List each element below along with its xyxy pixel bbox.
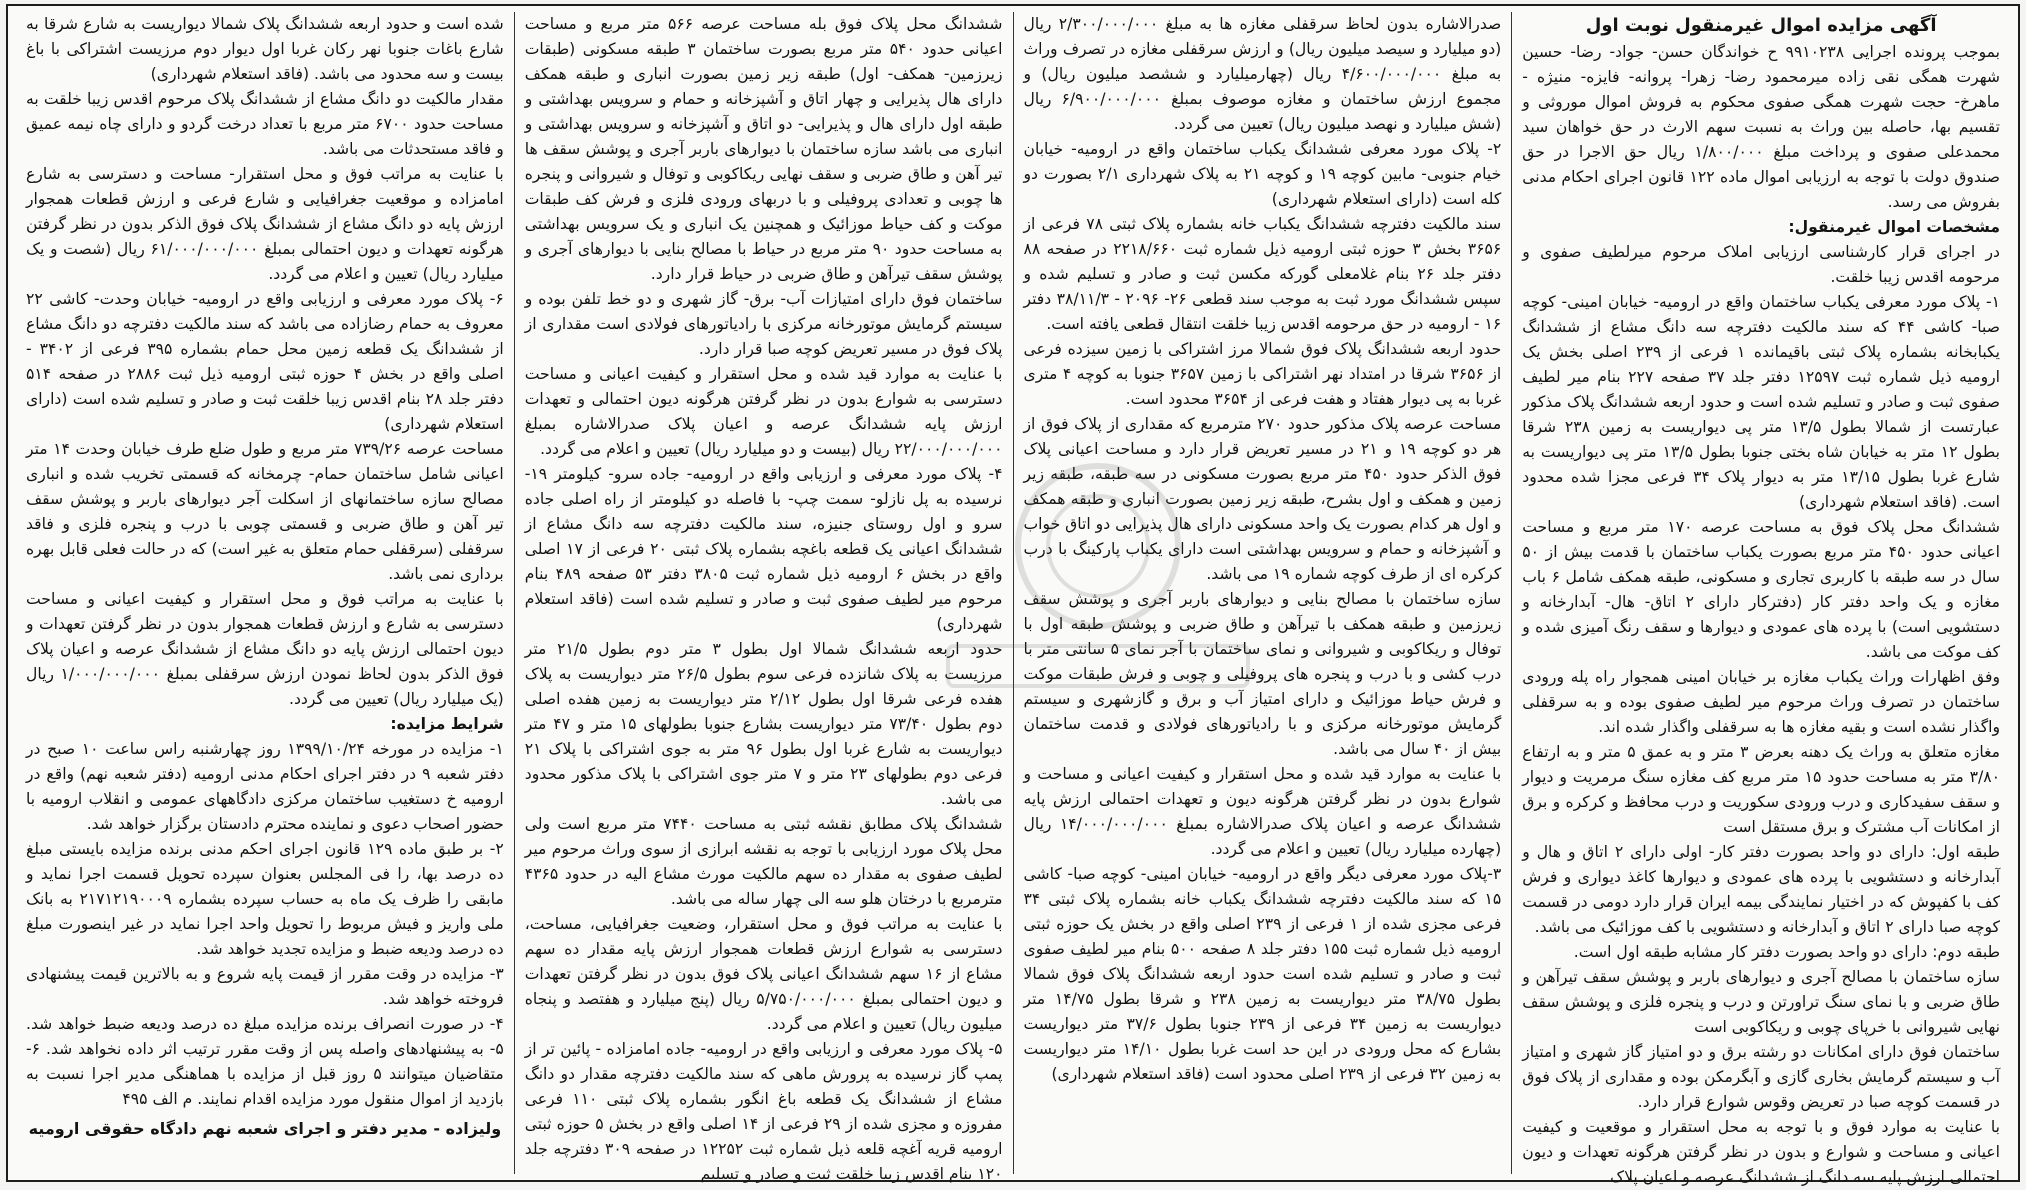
paragraph: با عنایت به موارد قید شده و محل استقرار و کیفیت اعیانی و مساحت و شوارع بدون در نظر گرفتن هرگونه دیون و تعهدات احتمالی ارزش پایه ششدانگ عرصه و اعیان پلاک صدرالاشاره بمبلغ ۱۴/۰۰۰/۰۰۰/۰۰۰ ریال (چهارده میلیارد ریال) تعیین و اعلام می گردد. — [1023, 765, 1502, 858]
section-heading: شرایط مزایده: — [390, 715, 504, 733]
paragraph: ۳- مزایده در وقت مقرر از قیمت پایه شروع و به بالاترین قیمت پیشنهادی فروخته خواهد شد. — [26, 965, 504, 1008]
paragraph: ۴- پلاک مورد معرفی و ارزیابی واقع در ارومیه- جاده سرو- کیلومتر ۱۹- نرسیده به پل نازلو- سمت چپ- با فاصله دو کیلومتر از راه اصلی جاده سرو و اول روستای جنیزه، سند مالکیت دفترچه سه دانگ مشاع از ششدانگ اعیانی یک قطعه باغچه بشماره پلاک ثبتی ۲۰ فرعی از ۱۷ اصلی واقع در بخش ۶ ارومیه ذیل شماره ثبت ۳۸۰۵ دفتر ۵۳ صفحه ۴۸۹ بنام مرحوم میر لطیف صفوی ثبت و صادر و تسلیم شده است (فاقد استعلام شهرداری) — [524, 465, 1003, 633]
paragraph: ساختمان فوق دارای امکانات دو رشته برق و دو امتیاز گاز شهری و امتیاز آب و سیستم گرمایش بخاری گازی و آبگرمکن بوده و مقداری از پلاک فوق در قسمت کوچه صبا در تعریض وقوس شوارع قرار دارد. — [1522, 1043, 2000, 1111]
paragraph: مغازه متعلق به وراث یک دهنه بعرض ۳ متر و به عمق ۵ متر و به ارتفاع ۳/۸۰ متر به مساحت حدود ۱۵ متر مربع کف مغازه سنگ مرمریت و دیوار و سقف سفیدکاری و درب ورودی سکوریت و درب محافظ و کرکره و برق از امکانات آب مشترک و برق مستقل است — [1522, 743, 2000, 836]
paragraph: با عنایت به مراتب فوق و محل استقرار، وضعیت جغرافیایی، مساحت، دسترسی به شوارع ارزش قطعات همجوار ارزش پایه مقدار ده سهم مشاع از ۱۶ سهم ششدانگ اعیانی پلاک فوق بدون در نظر گرفتن تعهدات و دیون احتمالی بمبلغ ۵/۷۵۰/۰۰۰/۰۰۰ ریال (پنج میلیارد و هفتصد و پنجاه میلیون ریال) تعیین و اعلام می گردد. — [524, 915, 1003, 1033]
column-1 — [1511, 12, 2010, 1186]
paragraph: با عنایت به مراتب فوق و محل استقرار- مساحت و دسترسی به شارع امامزاده و موقعیت جغرافیایی و شارع فرعی و ارزش قطعات همجوار ارزش پایه دو دانگ مشاع از ششدانگ پلاک فوق الذکر بدون در نظر گرفتن هرگونه تعهدات و دیون احتمالی بمبلغ ۶۱/۰۰۰/۰۰۰/۰۰۰ ریال (شصت و یک میلیارد ریال) تعیین و اعلام می گردد. — [26, 165, 504, 283]
section-heading: مشخصات اموال غیرمنقول: — [1788, 218, 2000, 236]
paragraph: سازه ساختمان با مصالح بنایی و دیوارهای باربر آجری و پوشش سقف زیرزمین و طبقه همکف با تیرآهن و طاق ضربی و پوشش طبقه اول با توفال و ریکاکوبی و شیروانی و نمای ساختمان با آجر نمای ۵ سانتی متر با درب کشی و با درب و پنجره های پروفیلی و چوبی و فرش طبقات موکت و فرش حیاط موزائیک و دارای امتیاز آب و برق و گازشهری و سیستم گرمایش موتورخانه مرکزی و با رادیاتورهای فولادی و قدمت ساختمان بیش از ۴۰ سال می باشد. — [1023, 590, 1502, 758]
paragraph: طبقه دوم: دارای دو واحد بصورت دفتر کار مشابه طبقه اول است. — [1573, 943, 2000, 961]
paragraph: ۲- پلاک مورد معرفی ششدانگ یکباب ساختمان واقع در ارومیه- خیابان خیام جنوبی- مابین کوچه ۱۹ و کوچه ۲۱ به پلاک شهرداری ۲/۱ بصورت دو کله است (دارای استعلام شهرداری) — [1023, 140, 1502, 208]
paragraph: ۲- بر طبق ماده ۱۲۹ قانون اجرای احکم مدنی برنده مزایده بایستی مبلغ ده درصد بها، را فی المجلس بعنوان سپرده تحویل قسمت اجرا نماید و مابقی را ظرف یک ماه به حساب سپرده بشماره ۲۱۷۱۲۱۹۰۰۰۹ به بانک ملی واریز و فیش مربوط را تحویل واحد اجرا نماید در غیر اینصورت مبلغ ده درصد ودیعه ضبط و مزایده تجدید خواهد شد. — [26, 840, 504, 958]
paragraph: سند مالکیت دفترچه ششدانگ یکباب خانه بشماره پلاک ثبتی ۷۸ فرعی از ۳۶۵۶ بخش ۳ حوزه ثبتی ارومیه ذیل شماره ثبت ۲۲۱۸/۶۶۰ در صفحه ۸۸ دفتر جلد ۲۶ بنام غلامعلی گورکه مکسن ثبت و صادر و تسلیم شده و سپس ششدانگ مورد ثبت به موجب سند قطعی ۲۶- ۲۰۹۶ - ۳۸/۱۱/۳ دفتر ۱۶ - ارومیه در حق مرحومه اقدس زیبا خلقت انتقال قطعی یافته است. — [1023, 215, 1502, 333]
paragraph: ساختمان فوق دارای امتیازات آب- برق- گاز شهری و دو خط تلفن بوده و سیستم گرمایش موتورخانه مرکزی با رادیاتورهای فولادی است مقداری از پلاک فوق در مسیر تعریض کوچه صبا قرار دارد. — [524, 290, 1003, 358]
paragraph: مساحت عرصه ۷۳۹/۲۶ متر مربع و طول ضلع طرف خیابان وحدت ۱۴ متر اعیانی شامل ساختمان حمام- چرمخانه که قسمتی تخریب شده و انباری مصالح سازه ساختمانهای از اسکلت آجر دیوارهای باربر و پوشش سقف تیر آهن و طاق ضربی و قسمتی چوبی با درب و پنجره فلزی و فاقد سرقفلی (سرقفلی حمام متعلق به غیر است) که در حالت فعلی قابل بهره برداری نمی باشد. — [26, 440, 504, 583]
paragraph: وفق اظهارات وراث یکباب مغازه بر خیابان امینی همجوار راه پله ورودی ساختمان در تصرف وراث مرحوم میر لطیف صفوی بوده و به سرقفلی واگذار نشده است و بقیه مغازه ها به سرقفلی واگذار شده اند. — [1522, 668, 2000, 736]
paragraph: ۵- پلاک مورد معرفی و ارزیابی واقع در ارومیه- جاده امامزاده - پائین تر از پمپ گاز نرسیده به پرورش ماهی که سند مالکیت دفترچه مقدار دو دانگ مشاع از ششدانگ یک قطعه باغ انگور بشماره پلاک ثبتی ۱۱۰ فرعی مفروزه و مجزی شده از ۲۹ فرعی از ۱۴ اصلی واقع در بخش ۵ حوزه ثبتی ارومیه قریه آغچه قلعه ذیل شماره ثبت ۱۲۲۵۲ در صفحه ۳۰۹ دفترچه جلد ۱۲۰ بنام اقدس زیبا خلقت ثبت و صادر و تسلیم — [524, 1040, 1003, 1183]
paragraph: مقدار مالکیت دو دانگ مشاع از ششدانگ پلاک مرحوم اقدس زیبا خلقت به مساحت حدود ۶۷۰۰ متر مربع با تعداد درخت گردو و دارای چاه نیمه عمیق و فاقد مستحدثات می باشد. — [26, 90, 504, 158]
column-4 — [16, 12, 514, 1174]
paragraph: در اجرای قرار کارشناسی ارزیابی املاک مرحوم میرلطیف صفوی و مرحومه اقدس زیبا خلقت. — [1522, 243, 2000, 286]
paragraph: شده است و حدود اربعه ششدانگ پلاک شمالا دیواریست به شارع شرقا به شارع باغات جنوبا نهر رکان غربا اول دیوار دوم مرزیست اشتراکی با باغ بیست و سه محدود می باشد. (فاقد استعلام شهرداری) — [26, 15, 504, 83]
paragraph: مساحت عرصه پلاک مذکور حدود ۲۷۰ مترمربع که مقداری از پلاک فوق از هر دو کوچه ۱۹ و ۲۱ در مسیر تعریض قرار دارد و مساحت اعیانی پلاک فوق الذکر حدود ۴۵۰ متر مربع بصورت مسکونی در سه طبقه، طبقه زیر زمین و همکف و اول بشرح، طبقه زیر زمین بصورت انباری و طبقه همکف و اول هر کدام بصورت یک واحد مسکونی دارای هال پذیرایی دو اتاق خواب و آشپزخانه و حمام و سرویس بهداشتی است دارای یکباب پارکینگ با درب کرکره ای از طرف کوچه شماره ۱۹ می باشد. — [1023, 415, 1502, 583]
paragraph: ششدانگ محل پلاک فوق بله مساحت عرصه ۵۶۶ متر مربع و مساحت اعیانی حدود ۵۴۰ متر مربع بصورت ساختمان ۳ طبقه مسکونی (طبقات زیرزمین- همکف- اول) طبقه زیر زمین بصورت انباری و طبقه همکف دارای هال پذیرایی و چهار اتاق و آشپزخانه و حمام و سرویس بهداشتی و طبقه اول دارای هال و پذیرایی- دو اتاق و آشپزخانه و سرویس بهداشتی و انباری می باشد سازه ساختمان با دیوارهای باربر آجری و پوشش سقف ها تیر آهن و طاق ضربی و سقف نهایی ریکاکوبی و توفال و شیروانی و پنجره ها چوبی و تعدادی پروفیلی و با دربهای ورودی فلزی و فرش کف طبقات موکت و کف حیاط موزائیک و همچنین یک انباری و یک سرویس بهداشتی به مساحت حدود ۹۰ متر مربع در حیاط با مصالح بنایی با دیوارهای آجری و پوشش سقف تیرآهن و طاق ضربی در حیاط قرار دارد. — [524, 15, 1003, 283]
paragraph: حدود اربعه ششدانگ پلاک فوق شمالا مرز اشتراکی با زمین سیزده فرعی از ۳۶۵۶ شرقا در امتداد نهر اشتراکی با زمین ۳۶۵۷ جنوبا به کوچه ۴ متری غربا به پی دیوار هفتاد و هفت فرعی از ۳۶۵۴ محدود است. — [1023, 340, 1502, 408]
paragraph: ۱- پلاک مورد معرفی یکباب ساختمان واقع در ارومیه- خیابان امینی- کوچه صبا- کاشی ۴۴ که سند مالکیت دفترچه سه دانگ مشاع از ششدانگ یکبابخانه بشماره پلاک ثبتی باقیمانده ۱ فرعی از ۲۳۹ اصلی بخش یک ارومیه ذیل شماره ثبت ۱۲۵۹۷ دفتر جلد ۳۷ صفحه ۲۲۷ بنام میر لطیف صفوی ثبت و صادر و تسلیم شده است و حدود اربعه ششدانگ پلاک مذکور عبارتست از شمالا بطول ۱۳/۵ متر پی دیواریست به زمین ۲۳۸ شرقا بطول ۱۲ متر به خیابان شاه بختی جنوبا بطول ۱۳/۵ متر پی دیواریست به شارع غربا بطول ۱۳/۱۵ متر به دیوار پلاک ۳۴ فرعی مجزا شده محدود است. (فاقد استعلام شهرداری) — [1522, 293, 2001, 511]
paragraph: سازه ساختمان با مصالح آجری و دیوارهای باربر و پوشش سقف تیرآهن و طاق ضربی و با نمای سنگ تراورتن و درب و پنجره فلزی و پوشش سقف نهایی شیروانی با خرپای چوبی و ریکاکوبی است — [1522, 968, 2000, 1036]
column-3 — [514, 12, 1013, 1183]
paragraph: بموجب پرونده اجرایی ۹۹۱۰۲۳۸ ح خواندگان حسن- جواد- رضا- حسین شهرت همگی نقی زاده میرمحمود رضا- زهرا- پروانه- فایزه- منیژه - ماهرخ- حجت شهرت همگی صفوی محکوم به فروش اموال موروثی و تقسیم بها، حاصله بین وراث به نسبت سهم الارث در حق خواهان سید محمدعلی صفوی و پرداخت مبلغ ۱/۸۰۰/۰۰۰ ریال حق الاجرا در حق صندوق دولت با توجه به ارزیابی اموال ماده ۱۲۲ قانون اجرای احکام مدنی بفروش می رسد. — [1522, 43, 2000, 211]
newspaper-clipping — [6, 4, 2020, 1186]
paragraph: ششدانگ محل پلاک فوق به مساحت عرصه ۱۷۰ متر مربع و مساحت اعیانی حدود ۴۵۰ متر مربع بصورت یکباب ساختمان با قدمت بیش از ۵۰ سال در سه طبقه با کاربری تجاری و مسکونی، طبقه همکف شامل ۶ باب مغازه و یک واحد دفتر کار (دفترکار دارای ۲ اتاق- هال- آبدارخانه و دستشویی است) با پرده های عمودی و دیوارها و سقف رنگ آمیزی شده و کف موکت می باشد. — [1522, 518, 2000, 661]
signature-line: ولیزاده - مدیر دفتر و اجرای شعبه نهم دادگاه حقوقی ارومیه — [28, 1119, 502, 1138]
paragraph: صدرالاشاره بدون لحاظ سرقفلی مغازه ها به مبلغ ۲/۳۰۰/۰۰۰/۰۰۰ ریال (دو میلیارد و سیصد میلیون ریال) و ارزش سرقفلی مغازه در تصرف وراث به مبلغ ۴/۶۰۰/۰۰۰/۰۰۰ ریال (چهارمیلیارد و ششصد میلیون ریال) و مجموع ارزش ساختمان و مغازه موصوف بمبلغ ۶/۹۰۰/۰۰۰/۰۰۰ ریال (شش میلیارد و نهصد میلیون ریال) تعیین می گردد. — [1023, 15, 1502, 133]
paragraph: ۳-پلاک مورد معرفی دیگر واقع در ارومیه- خیابان امینی- کوچه صبا- کاشی ۱۵ که سند مالکیت دفترچه ششدانگ یکباب خانه بشماره پلاک ثبتی ۳۴ فرعی مجزی شده از ۱ فرعی از ۲۳۹ اصلی واقع در بخش یک حوزه ثبتی ارومیه ذیل شماره ثبت ۱۵۵ دفتر جلد ۸ صفحه ۵۰۰ بنام میر لطیف صفوی ثبت و صادر و تسلیم شده است حدود اربعه ششدانگ پلاک فوق شمالا بطول ۳۸/۷۵ متر دیواریست به زمین ۲۳۸ و شرقا بطول ۱۴/۷۵ متر دیواریست به زمین ۳۴ فرعی از ۲۳۹ جنوبا بطول ۳۷/۶ متر دیواریست بشارع که محل ورودی در این حد است غربا بطول ۱۴/۱۰ متر دیواریست به زمین ۳۲ فرعی از ۲۳۹ اصلی محدود است (فاقد استعلام شهرداری) — [1023, 865, 1502, 1083]
notice-title: آگهی مزایده اموال غیرمنقول نوبت اول — [1585, 15, 1937, 36]
paragraph: با عنایت به موارد قید شده و محل استقرار و کیفیت اعیانی و مساحت دسترسی به شوارع بدون در نظر گرفتن هرگونه دیون احتمالی و تعهدات ارزش پایه ششدانگ عرصه و اعیان پلاک صدرالاشاره بمبلغ ۲۲/۰۰۰/۰۰۰/۰۰۰ ریال (بیست و دو میلیارد ریال) تعیین و اعلام می گردد. — [524, 365, 1003, 458]
notice-columns — [16, 12, 2010, 1186]
paragraph: ۱- مزایده در مورخه ۱۳۹۹/۱۰/۲۴ روز چهارشنبه راس ساعت ۱۰ صبح در دفتر شعبه ۹ در دفتر اجرای احکام مدنی ارومیه (دفتر شعبه نهم) واقع در ارومیه خ دستغیب ساختمان مرکزی دادگاههای عمومی و انقلاب ارومیه با حضور اصحاب دعوی و نماینده محترم دادستان برگزار خواهد شد. — [26, 740, 504, 833]
paragraph: با عنایت به موارد فوق و با توجه به محل استقرار و موقعیت و کیفیت اعیانی و مساحت و شوارع و بدون در نظر گرفتن هرگونه تعهدات و دیون احتمالی ارزش پایه سه دانگ از ششدانگ عرصه و اعیان پلاک — [1522, 1118, 2000, 1186]
paragraph: حدود اربعه ششدانگ شمالا اول بطول ۳ متر دوم بطول ۲۱/۵ متر مرزیست به پلاک شانزده فرعی سوم بطول ۲۶/۵ متر دیواریست به پلاک هفده فرعی شرقا اول بطول ۲/۱۲ متر دیواریست به زمین هفده اصلی دوم بطول ۷۳/۴۰ متر دیواریست بشارع جنوبا بطولهای ۱۵ متر و ۴۷ متر دیواریست به شارع غربا اول بطول ۹۶ متر به جوی اشتراکی با پلاک ۲۱ فرعی دوم بطولهای ۲۳ متر و ۷ متر جوی اشتراکی با پلاک مذکور محدود می باشد. — [524, 640, 1003, 808]
column-2 — [1013, 12, 1512, 1174]
paragraph: ۴- در صورت انصراف برنده مزایده مبلغ ده درصد ودیعه ضبط خواهد شد. ۵- به پیشنهادهای واصله پس از وقت مقرر ترتیب اثر داده نخواهد شد. ۶- متقاضیان میتوانند ۵ روز قبل از مزایده با هماهنگی مدیر اجرا نسبت به بازدید از اموال منقول مورد مزایده اقدام نمایند. م الف ۴۹۵ — [26, 1015, 504, 1108]
paragraph: طبقه اول: دارای دو واحد بصورت دفتر کار- اولی دارای ۲ اتاق و هال و آبدارخانه و دستشویی با پرده های عمودی و دیوارها کاغذ دیواری و فرش کف با کفپوش که در اختیار نمایندگی بیمه ایران قرار دارد دومی در قسمت کوچه صبا دارای ۲ اتاق و آبدارخانه و دستشویی با کف موزائیک می باشد. — [1522, 843, 2000, 936]
paragraph: ششدانگ پلاک مطابق نقشه ثبتی به مساحت ۷۴۴۰ متر مربع است ولی محل پلاک مورد ارزیابی با توجه به نقشه ابرازی از سوی وراث مرحوم میر لطیف صفوی به مقدار ده سهم مالکیت مورث مشاع الیه در حدود ۴۳۶۵ مترمربع با درختان هلو سه الی چهار ساله می باشد. — [524, 815, 1003, 908]
paragraph: ۶- پلاک مورد معرفی و ارزیابی واقع در ارومیه- خیابان وحدت- کاشی ۲۲ معروف به حمام رضازاده می باشد که سند مالکیت دفترچه دو دانگ مشاع از ششدانگ یک قطعه زمین محل حمام بشماره ۳۹۵ فرعی از ۳۴۰۲ - اصلی واقع در بخش ۴ حوزه ثبتی ارومیه ذیل ثبت ۲۸۸۶ در صفحه ۵۱۴ دفتر جلد ۲۸ بنام اقدس زیبا خلقت ثبت و صادر و تسلیم شده است (دارای استعلام شهرداری) — [26, 290, 504, 433]
paragraph: با عنایت به مراتب فوق و محل استقرار و کیفیت اعیانی و مساحت دسترسی به شارع و ارزش قطعات همجوار بدون در نظر گرفتن تعهدات و دیون احتمالی ارزش پایه دو دانگ مشاع از ششدانگ عرصه و اعیان پلاک فوق الذکر بدون لحاظ نمودن ارزش سرقفلی بمبلغ ۱/۰۰۰/۰۰۰/۰۰۰ ریال (یک میلیارد ریال) تعیین می گردد. — [26, 590, 504, 708]
